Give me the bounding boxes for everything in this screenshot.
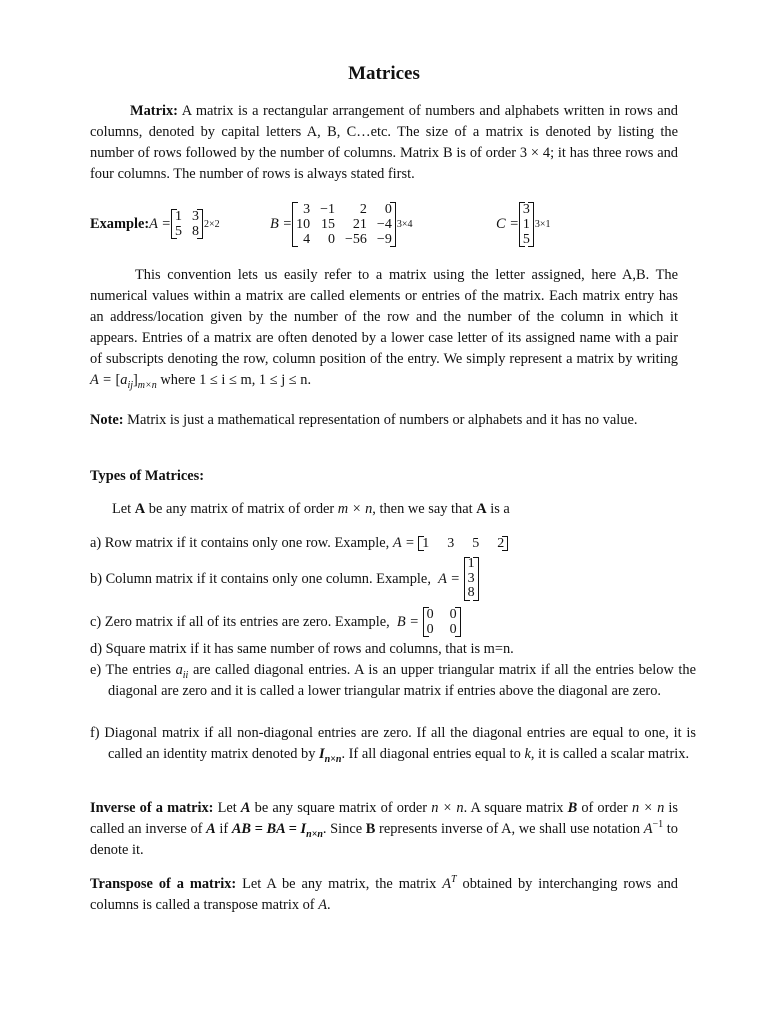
zero-matrix-cell: 0 <box>449 607 457 622</box>
convention-paragraph <box>90 265 678 391</box>
zero-matrix-lhs: B = <box>396 613 423 630</box>
row-matrix-cell: 3 <box>447 535 455 551</box>
zero-matrix-cell: 0 <box>426 607 434 622</box>
transpose-sup: T <box>451 874 457 886</box>
inverse-order: n × n <box>431 800 464 816</box>
matrix-b-cell: −1 <box>320 201 336 217</box>
row-matrix-cell: 5 <box>472 535 480 551</box>
types-intro-a2: A <box>476 501 487 517</box>
inverse-text-3: . A square matrix <box>463 800 568 816</box>
column-matrix-example <box>464 557 479 601</box>
inverse-notation: A <box>643 821 653 837</box>
formula-a: a <box>120 372 128 388</box>
inverse-text-6: if <box>215 821 232 837</box>
inverse-text-1: Let <box>213 800 241 816</box>
formula-bracket: $[a_{ij}]_{m\times n}$ <box>115 372 157 391</box>
row-matrix-text: a) Row matrix if it contains only one row. Example, <box>90 534 393 551</box>
matrix-a-cell: 8 <box>192 224 200 239</box>
matrix-b-cell: 0 <box>328 231 336 247</box>
matrix-c-name: C = <box>496 215 519 232</box>
matrix-c-order: 3×1 <box>534 218 551 230</box>
scalar-k: k <box>524 746 531 762</box>
diagonal-entries-a: a <box>175 662 183 678</box>
matrix-b <box>292 202 396 247</box>
diagonal-entries-text-1: e) The entries <box>90 662 176 678</box>
types-intro-text-2: be any matrix of matrix of order <box>145 501 338 517</box>
types-intro <box>112 499 672 520</box>
inverse-a2: A <box>206 821 216 837</box>
column-matrix-text: b) Column matrix if it contains only one column. Example, <box>90 570 439 587</box>
column-matrix-lhs: A = <box>438 570 464 587</box>
matrix-a-name: A = <box>149 215 172 232</box>
inverse-text-4: of order <box>577 800 632 816</box>
matrix-b-cell: 3 <box>303 201 311 217</box>
diagonal-matrix-text-1: f) Diagonal matrix if all non-diagonal entries are zero. If all the diagonal entries are equal to one, it is called an identity matrix denoted by <box>90 725 696 762</box>
zero-matrix-cell: 0 <box>449 622 457 637</box>
example-row <box>90 196 690 252</box>
item-zero-matrix <box>90 604 678 640</box>
diagonal-entries-text-2: are called diagonal entries. A is an upper triangular matrix if all the entries below the diagonal are zero and it is called a lower triangular matrix if entries above the diagonal are zero. <box>108 662 697 699</box>
inverse-equation: AB = BA = I <box>231 821 307 837</box>
types-intro-text-1: Let <box>112 501 135 517</box>
inverse-term: Inverse of a matrix: <box>90 800 214 816</box>
formula-lhs: A = <box>90 372 116 388</box>
identity-subscript: n×n <box>324 753 342 765</box>
matrix-b-order: 3×4 <box>396 218 413 230</box>
zero-matrix-cell: 0 <box>426 622 434 637</box>
inverse-order-2: n × n <box>631 800 665 816</box>
matrix-a-cell: 3 <box>192 209 200 224</box>
page-title: Matrices <box>348 63 420 84</box>
zero-matrix-example <box>423 607 461 637</box>
inverse-b: B <box>567 800 578 816</box>
item-column-matrix <box>90 554 678 604</box>
diagonal-entries-ii: ii <box>182 669 189 681</box>
item-diagonal-entries <box>90 660 696 702</box>
inverse-notation-sup: −1 <box>652 819 664 831</box>
matrix-b-cell: 21 <box>352 216 367 232</box>
transpose-a2: A <box>318 897 327 913</box>
types-intro-a: A <box>134 501 146 517</box>
example-a <box>90 196 220 252</box>
matrix-b-cell: 4 <box>303 231 311 247</box>
matrix-c-cell: 5 <box>522 231 530 247</box>
example-c <box>496 196 551 252</box>
matrix-b-cell: −9 <box>376 231 392 247</box>
matrix-a-cell: 5 <box>175 224 183 239</box>
column-matrix-cell: 1 <box>467 556 475 572</box>
row-matrix-lhs: A = <box>392 534 419 551</box>
formula-mn: m×n <box>137 379 157 391</box>
matrix-b-cell: 2 <box>359 201 367 217</box>
inverse-text-7: . Since <box>322 821 366 837</box>
row-matrix-cell: 1 <box>422 535 430 551</box>
diagonal-matrix-text-2: . If all diagonal entries equal to <box>341 746 525 762</box>
matrix-b-cell: −56 <box>345 231 367 247</box>
matrix-definition-text: A matrix is a rectangular arrangement of numbers and alphabets written in rows and columns, denoted by capital letters A, B, C…etc. The size of a matrix is denoted by listing the number of rows followed by the number of columns. Matrix B is of order 3 × 4; it has three rows and four columns. The number of rows is always stated first. <box>90 103 678 182</box>
column-matrix-cell: 8 <box>467 585 475 601</box>
matrix-b-cell: 0 <box>384 201 392 217</box>
identity-symbol: I <box>319 746 325 762</box>
types-intro-text-4: is a <box>486 501 510 517</box>
transpose-text-1: Let A be any matrix, the matrix <box>236 876 443 892</box>
types-intro-order: m × n <box>337 501 373 517</box>
matrix-c-cell: 1 <box>522 216 530 232</box>
example-b <box>270 196 412 252</box>
inverse-text-5: is called an inverse of <box>90 800 679 837</box>
transpose-paragraph <box>90 874 678 916</box>
transpose-text-3: . <box>327 897 331 913</box>
note-text: Matrix is just a mathematical representation of numbers or alphabets and it has no value. <box>123 412 638 428</box>
item-square-matrix: d) Square matrix if it has same number of rows and columns, that is m=n. <box>90 641 514 657</box>
note-term: Note: <box>90 412 124 428</box>
item-diagonal-matrix <box>90 723 696 765</box>
transpose-text-2: obtained by interchanging rows and columns is called a transpose matrix of <box>90 876 678 913</box>
formula-where: where 1 ≤ i ≤ m, 1 ≤ j ≤ n. <box>156 372 312 388</box>
matrix-b-name: B = <box>270 215 293 232</box>
inverse-text-9: to denote it. <box>90 821 678 858</box>
matrix-a-order: 2×2 <box>204 218 220 230</box>
example-label: Example: <box>90 215 150 232</box>
inverse-text-2: be any square matrix of order <box>250 800 432 816</box>
row-matrix-cell: 2 <box>497 535 505 551</box>
inverse-a: A <box>240 800 251 816</box>
column-matrix-cell: 3 <box>467 570 475 586</box>
matrix-definition <box>90 101 678 185</box>
inverse-b2: B <box>365 821 376 837</box>
matrix-b-cell: 10 <box>296 216 311 232</box>
note-paragraph <box>90 410 678 431</box>
formula-ij: ij <box>127 379 133 391</box>
matrix-b-cell: −4 <box>376 216 392 232</box>
inverse-text-8: represents inverse of A, we shall use notation <box>375 821 644 837</box>
inverse-paragraph <box>90 798 678 861</box>
matrix-a <box>171 209 203 239</box>
matrix-c-cell: 3 <box>522 201 530 217</box>
types-intro-text-3: , then we say that <box>372 501 477 517</box>
matrix-c <box>519 202 534 247</box>
item-row-matrix <box>90 532 678 554</box>
diagonal-matrix-text-3: , it is called a scalar matrix. <box>530 746 690 762</box>
matrix-term: Matrix: <box>130 103 178 119</box>
matrix-b-cell: 15 <box>321 216 336 232</box>
types-heading: Types of Matrices: <box>90 468 205 484</box>
transpose-a: A <box>442 876 452 892</box>
row-matrix-example <box>418 536 508 551</box>
zero-matrix-text: c) Zero matrix if all of its entries are zero. Example, <box>90 613 397 630</box>
inverse-equation-subscript: n×n <box>306 828 323 840</box>
transpose-term: Transpose of a matrix: <box>90 876 237 892</box>
matrix-a-cell: 1 <box>175 209 183 224</box>
convention-text: This convention lets us easily refer to a matrix using the letter assigned, here A,B. The numerical values within a matrix are called elements or entries of the matrix. Each matrix entry has an address/location given by the number of the row and the number of the column in which it appears. Entries of a matrix are often denoted by a lower case letter of its assigned name with a pair of subscripts denoting the row, column position of the entry. We simply represent a matrix by writing <box>90 267 678 367</box>
